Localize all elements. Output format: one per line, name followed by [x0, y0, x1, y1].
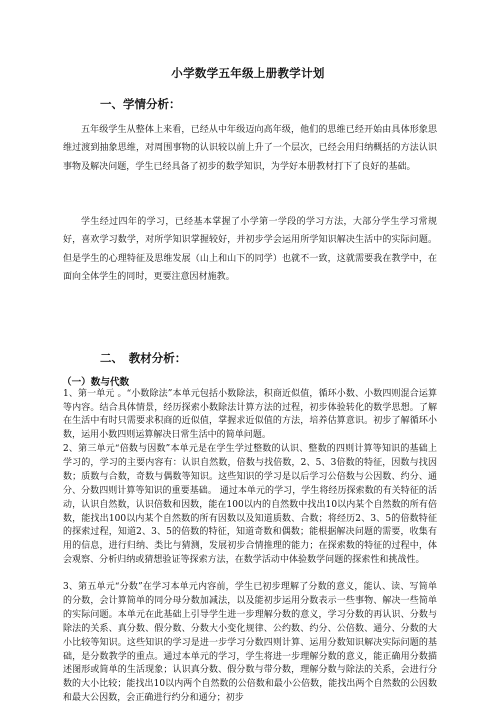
unit-paragraph-decimal-division: 1、第一单元 。“小数除法”本单元包括小数除法，积商近似值，循环小数、小数四则混合运算等内容。结合具体情景，经历探索小数除法计算方法的过程，初步体验转化的数学思想。了解在生活中有时只需要求积商的近似值，掌握求近似值的方法，培养估算意识。初步了解循环小数，运用小数四则运算解决日常生活中的简单问题。 — [63, 389, 437, 441]
unit-paragraph-fractions: 3、第五单元“分数”在学习本单元内容前，学生已初步理解了分数的意义，能认、读、写简单的分数，会计算简单的同分母分数加减法，以及能初步运用分数表示一些事物、解决一些简单的实际问题。本单元在此基础上引导学生进一步理解分数的意义，学习分数的再认识、分数与除法的关系、真分数、假分数、分数大小变化规律、公约数、约分、公倍数、通分、分数的大小比较等知识。这些知识的学习是进一步学习分数四则计算、运用分数知识解决实际问题的基础，是分数教学的重点。通过本单元的学习，学生将进一步理解分数的意义，能正确用分数描述图形或简单的生活现象；认识真分数、假分数与带分数，理解分数与除法的关系，会进行分数的大小比较；能找出10以内两个自然数的公倍数和最小公倍数，能找出两个自然数的公因数和最大公因数，会正确进行约分和通分；初步 — [63, 582, 437, 704]
unit-paragraph-multiples-factors: 2、第三单元“倍数与因数”本单元是在学生学过整数的认识、整数的四则计算等知识的基础上学习的，学习的主要内容有：认识自然数，倍数与找倍数，2、5、3倍数的特征，因数与找因数；质数与合数，奇数与偶数等知识。这些知识的学习是以后学习公倍数与公因数、约分、通分、分数四则计算等知识的重要基础。 通过本单元的学习，学生将经历探索数的有关特征的活动，认识自然数，认识倍数和因数，能在100以内的自然数中找出10以内某个自然数的所有倍数，能找出100以内某个自然数的所有因数以及知道质数、合数；将经历2、3、5的倍数特征的探索过程，知道2、3、5的倍数的特征，知道奇数和偶数；能根据解决问题的需要，收集有用的信息，进行归纳、类比与猜测，发展初步合情推理的能力；在探索数的特征的过程中，体会观察、分析归纳或猜想验证等探索方法，在数学活动中体验数学问题的探索性和挑战性。 — [63, 444, 437, 566]
section-heading-textbook-analysis: 二、 教材分析： — [100, 351, 187, 365]
intro-paragraph-1: 五年级学生从整体上来看，已经从中年级迈向高年级，他们的思维已经开始由具体形象思维过渡到抽象思维，对周围事物的认识较以前上升了一个层次，已经会用归纳概括的方法认识事物及解决问题，学生已经具备了初步的数学知识，为学好本册教材打下了良好的基础。 — [63, 125, 437, 172]
section-heading-learning-analysis: 一、学情分析： — [100, 97, 181, 111]
document-title: 小学数学五年级上册教学计划 — [171, 66, 325, 80]
intro-paragraph-2: 学生经过四年的学习，已经基本掌握了小学第一学段的学习方法，大部分学生学习常规好，喜欢学习数学，对所学知识掌握较好，并初步学会运用所学知识解决生活中的实际问题。但是学生的心理特征及思维发展（山上和山下的同学）也就不一致，这就需要我在教学中，在面向全体学生的同时，更要注意因材施教。 — [63, 217, 437, 283]
subsection-heading-numbers-algebra: （一）数与代数 — [62, 377, 130, 388]
